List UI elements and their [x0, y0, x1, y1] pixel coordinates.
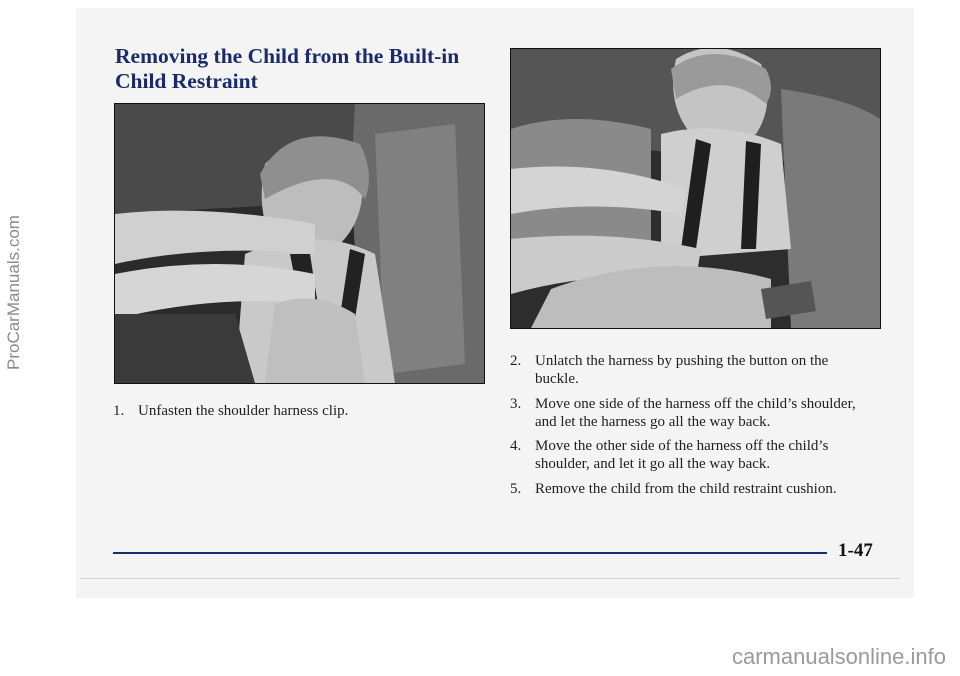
watermark-procarmanuals: ProCarManuals.com — [4, 215, 23, 370]
instruction-step-4 — [510, 437, 870, 473]
watermark-carmanualsonline: carmanualsonline.info — [731, 644, 946, 669]
step-number: 1. — [113, 403, 125, 419]
footer-rule — [113, 552, 827, 554]
illustration-unfasten-clip — [114, 103, 485, 384]
section-heading: Removing the Child from the Built-in Child Restraint — [115, 44, 460, 93]
step-number: 5. — [510, 481, 522, 497]
step-text: Remove the child from the child restraint cushion. — [535, 481, 837, 497]
illustration-unlatch-harness-drawing — [511, 49, 880, 328]
illustration-unlatch-harness — [510, 48, 881, 329]
instruction-step-5 — [510, 480, 870, 498]
step-number: 4. — [510, 438, 522, 454]
step-text: Unfasten the shoulder harness clip. — [138, 403, 349, 419]
instruction-step-3 — [510, 395, 870, 431]
page-number: 1-47 — [838, 540, 873, 561]
illustration-unfasten-clip-drawing — [115, 104, 484, 383]
instruction-step-2 — [510, 352, 870, 388]
step-text: Move one side of the harness off the child’s shoulder, and let the harness go all the way back. — [535, 396, 856, 430]
step-text: Unlatch the harness by pushing the button on the buckle. — [535, 353, 829, 387]
step-text: Move the other side of the harness off the child’s shoulder, and let it go all the way back. — [535, 438, 829, 472]
instruction-step-1 — [113, 402, 453, 420]
step-number: 2. — [510, 353, 522, 369]
step-number: 3. — [510, 396, 522, 412]
page-edge-rule — [80, 578, 900, 579]
